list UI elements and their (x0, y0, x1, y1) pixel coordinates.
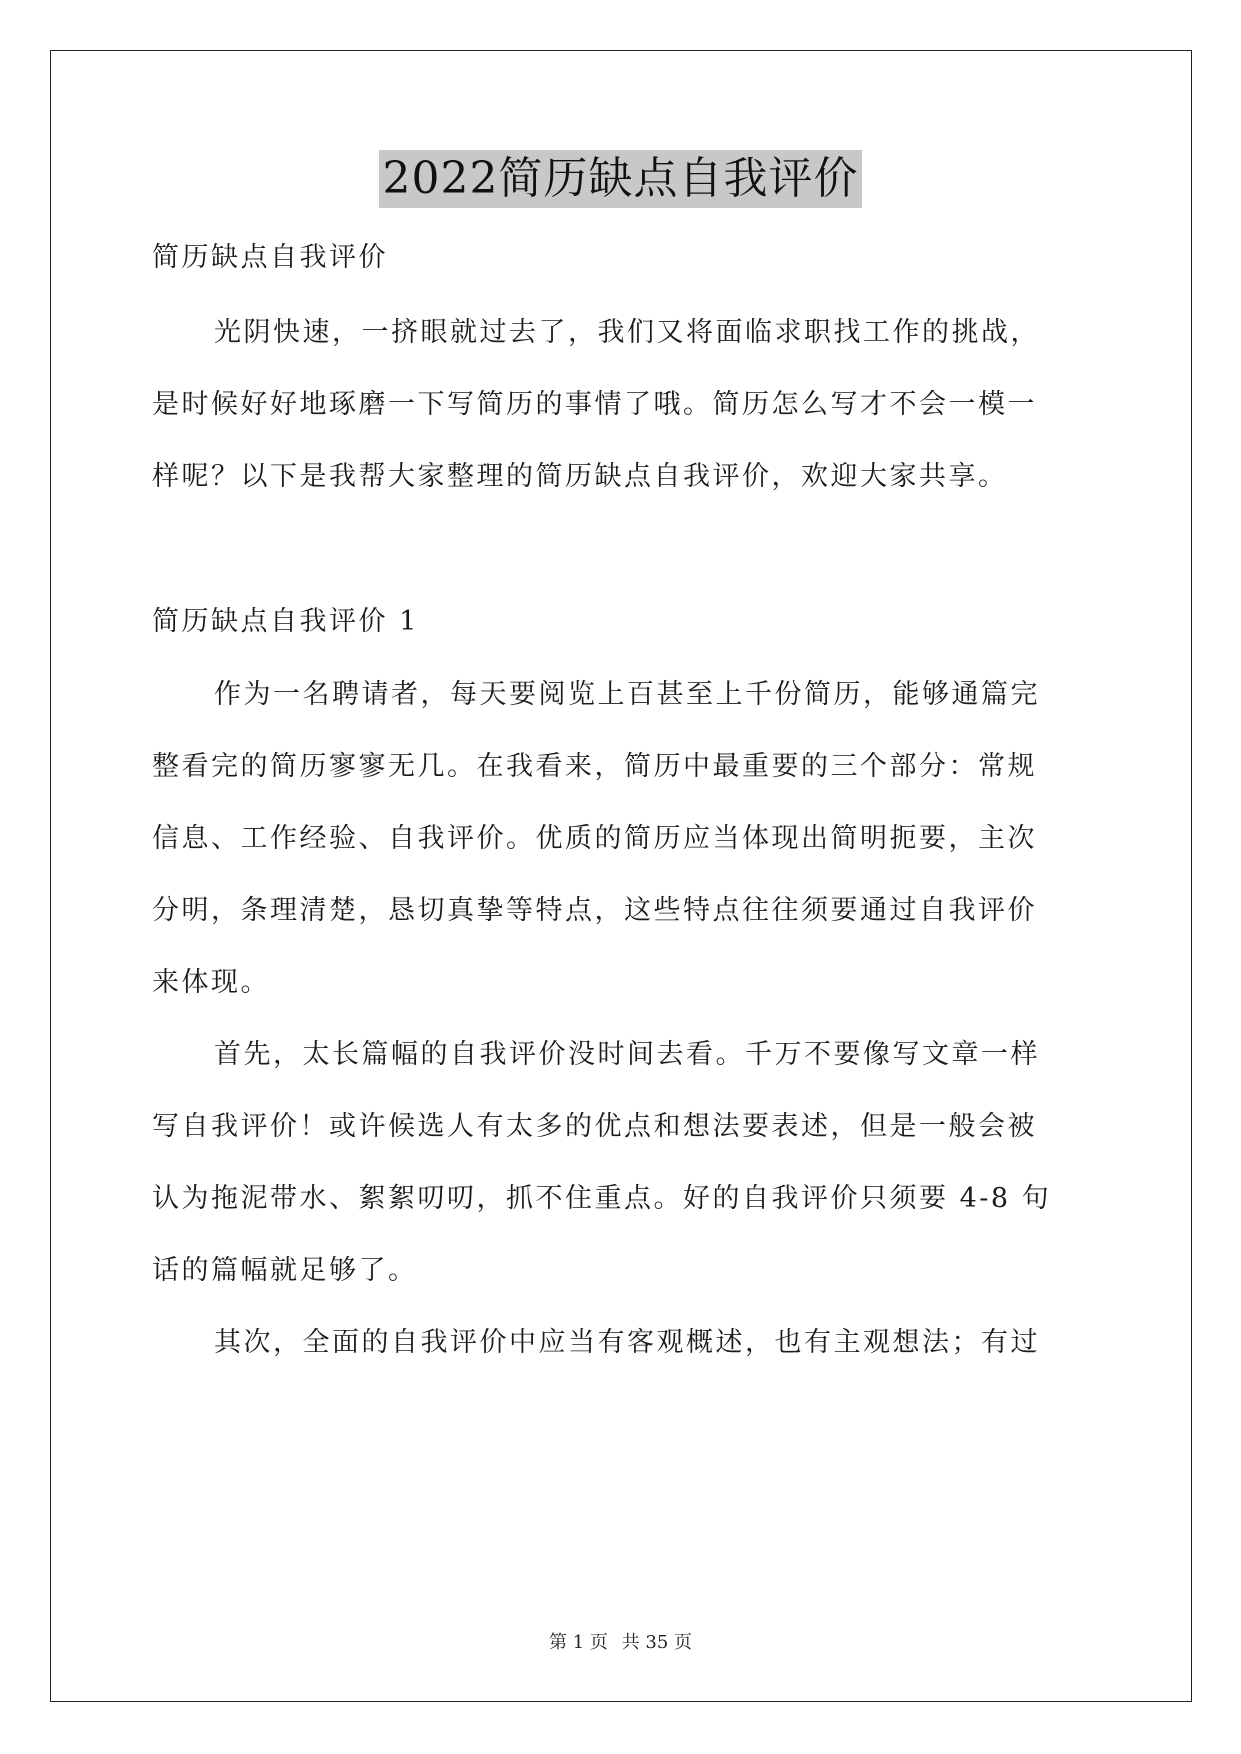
intro-line: 光阴快速，一挤眼就过去了，我们又将面临求职找工作的挑战， (214, 317, 1040, 348)
paragraph-line: 来体现。 (152, 967, 270, 998)
page-border (50, 50, 1192, 1702)
intro-line: 是时候好好地琢磨一下写简历的事情了哦。简历怎么写才不会一模一 (152, 389, 1037, 420)
intro-line: 样呢？以下是我帮大家整理的简历缺点自我评价，欢迎大家共享。 (152, 461, 1008, 492)
paragraph-line: 其次，全面的自我评价中应当有客观概述，也有主观想法；有过 (214, 1327, 1040, 1358)
paragraph-line: 认为拖泥带水、絮絮叨叨，抓不住重点。好的自我评价只须要 4-8 句 (152, 1183, 1052, 1214)
paragraph-line: 写自我评价！或许候选人有太多的优点和想法要表述，但是一般会被 (152, 1111, 1037, 1142)
section-heading: 简历缺点自我评价 1 (152, 606, 419, 637)
subtitle: 简历缺点自我评价 (152, 242, 388, 273)
document-title: 2022简历缺点自我评价 (379, 150, 863, 208)
paragraph-line: 话的篇幅就足够了。 (152, 1255, 418, 1286)
page-total: 共 35 页 (621, 1632, 692, 1653)
paragraph-line: 作为一名聘请者，每天要阅览上百甚至上千份简历，能够通篇完 (214, 679, 1040, 710)
paragraph-line: 分明，条理清楚，恳切真挚等特点，这些特点往往须要通过自我评价 (152, 895, 1037, 926)
paragraph-line: 信息、工作经验、自我评价。优质的简历应当体现出简明扼要，主次 (152, 823, 1037, 854)
paragraph-line: 首先，太长篇幅的自我评价没时间去看。千万不要像写文章一样 (214, 1039, 1040, 1070)
page-footer (0, 1628, 1241, 1654)
paragraph-line: 整看完的简历寥寥无几。在我看来，简历中最重要的三个部分：常规 (152, 751, 1037, 782)
page-number: 第 1 页 (549, 1632, 608, 1653)
title-wrap (0, 150, 1241, 208)
